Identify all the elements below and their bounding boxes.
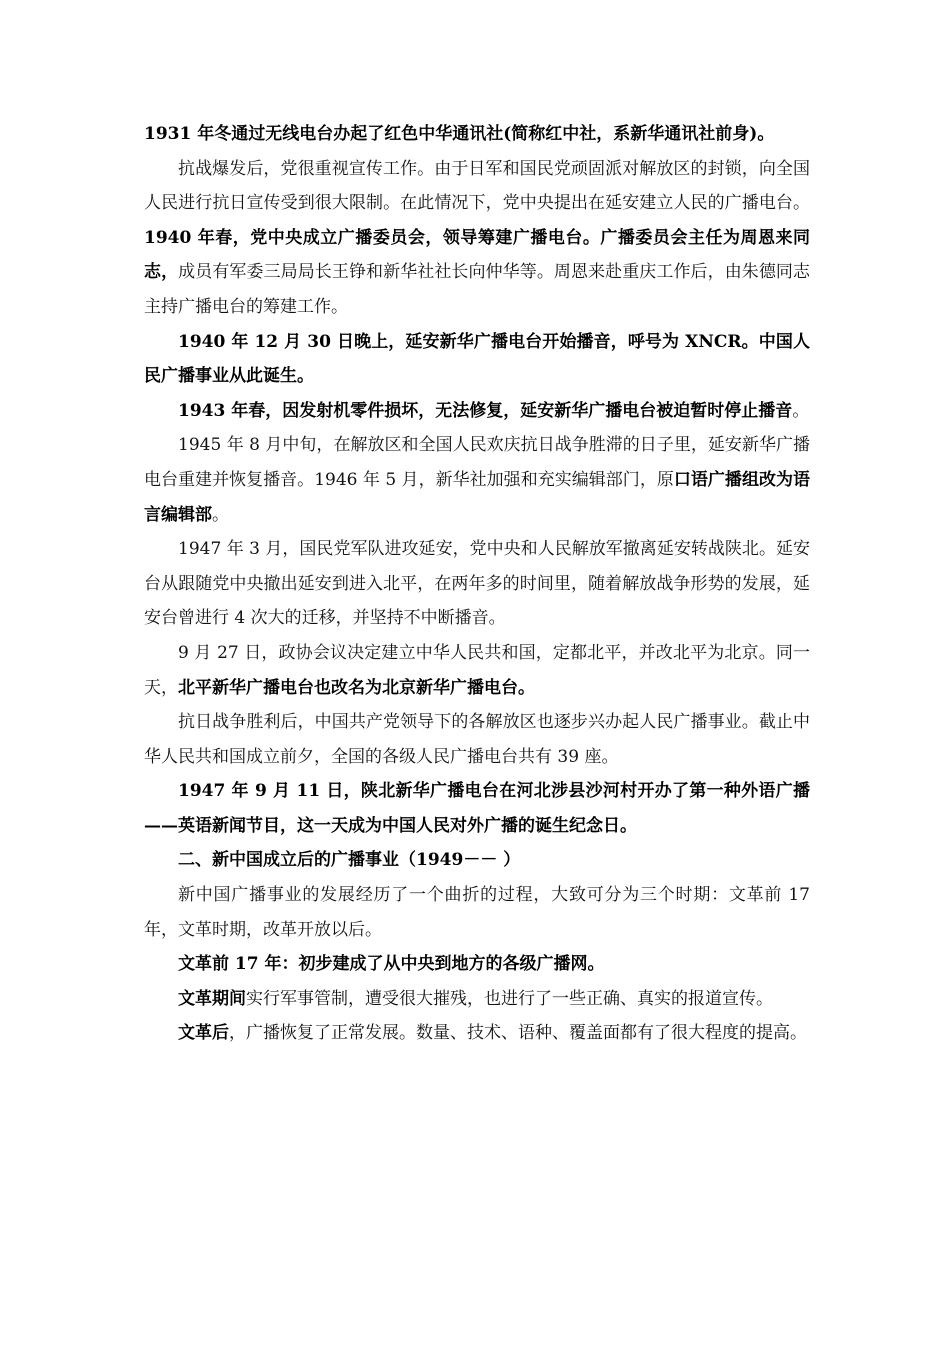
paragraph-12: [144, 947, 810, 982]
body-text: 9 月 27 日，政协会议决定建立中华人民共和国，定都北平，并改北平为北京。同一天，: [144, 642, 810, 698]
bold-text: 1931 年冬通过无线电台办起了红色中华通讯社(简称红中社，系新华通讯社前身)。: [144, 124, 775, 144]
paragraph-4: [144, 394, 810, 429]
bold-text: 口语广播组改为语言编辑部: [144, 469, 811, 525]
body-text: ，广播恢复了正常发展。数量、技术、语种、覆盖面都有了很大程度的提高。: [229, 1023, 807, 1044]
paragraph-2: [144, 152, 810, 325]
paragraph-11: [144, 878, 810, 947]
paragraph-14: [144, 1016, 810, 1051]
body-text: 1945 年 8 月中旬，在解放区和全国人民欢庆抗日战争胜滞的日子里，延安新华广播电台重建并恢复播音。1946 年 5 月，新华社加强和充实编辑部门，原: [144, 435, 810, 490]
section-heading-text: 二、新中国成立后的广播事业（1949－－ ）: [178, 850, 521, 871]
body-text: 。: [212, 504, 229, 525]
body-text: 。: [792, 400, 810, 421]
body-text: 实行军事管制，遭受很大摧残，也进行了一些正确、真实的报道宣传。: [246, 988, 773, 1009]
body-text: 1947 年 3 月，国民党军队进攻延安，党中央和人民解放军撤离延安转战陕北。延安台从跟随党中央撤出延安到进入北平，在两年多的时间里，随着解放战争形势的发展，延安台曾进行 4 次大的迁移，并坚持不中断播音。: [144, 539, 810, 629]
bold-text: 文革期间: [178, 988, 246, 1009]
paragraph-8: [144, 705, 810, 774]
body-text: 抗战爆发后，党很重视宣传工作。由于日军和国民党顽固派对解放区的封锁，向全国人民进行抗日宣传受到很大限制。在此情况下，党中央提出在延安建立人民的广播电台。: [144, 158, 810, 214]
bold-text: 1940 年春，党中央成立广播委员会，领导筹建广播电台。广播委员会主任为周恩来同志，: [144, 227, 810, 283]
body-text: 抗日战争胜利后，中国共产党领导下的各解放区也逐步兴办起人民广播事业。截止中华人民共和国成立前夕，全国的各级人民广播电台共有 39 座。: [144, 712, 810, 767]
paragraph-6: [144, 532, 810, 636]
body-text: 新中国广播事业的发展经历了一个曲折的过程，大致可分为三个时期：文革前 17 年，文革时期，改革开放以后。: [144, 885, 810, 940]
paragraph-1: [144, 117, 810, 152]
paragraph-3: [144, 325, 810, 394]
paragraph-5: [144, 428, 810, 532]
bold-text: 文革前 17 年：初步建成了从中央到地方的各级广播网。: [178, 954, 605, 975]
document-page: [144, 117, 810, 1051]
paragraph-13: [144, 982, 810, 1017]
bold-text: 1943 年春，因发射机零件损坏，无法修复，延安新华广播电台被迫暂时停止播音: [178, 400, 793, 421]
bold-text: 1940 年 12 月 30 日晚上，延安新华广播电台开始播音，呼号为 XNCR。中国人民广播事业从此诞生。: [144, 331, 810, 387]
bold-text: 1947 年 9 月 11 日，陕北新华广播电台在河北涉县沙河村开办了第一种外语广播——英语新闻节目，这一天成为中国人民对外广播的诞生纪念日。: [144, 781, 810, 836]
section-heading: [144, 843, 810, 878]
bold-text: 文革后: [178, 1023, 229, 1044]
body-text: 成员有军委三局局长王铮和新华社社长向仲华等。周恩来赴重庆工作后，由朱德同志主持广播电台的筹建工作。: [144, 262, 811, 317]
paragraph-9: [144, 774, 810, 843]
bold-text: 北平新华广播电台也改名为北京新华广播电台。: [178, 677, 535, 698]
paragraph-7: [144, 636, 810, 705]
